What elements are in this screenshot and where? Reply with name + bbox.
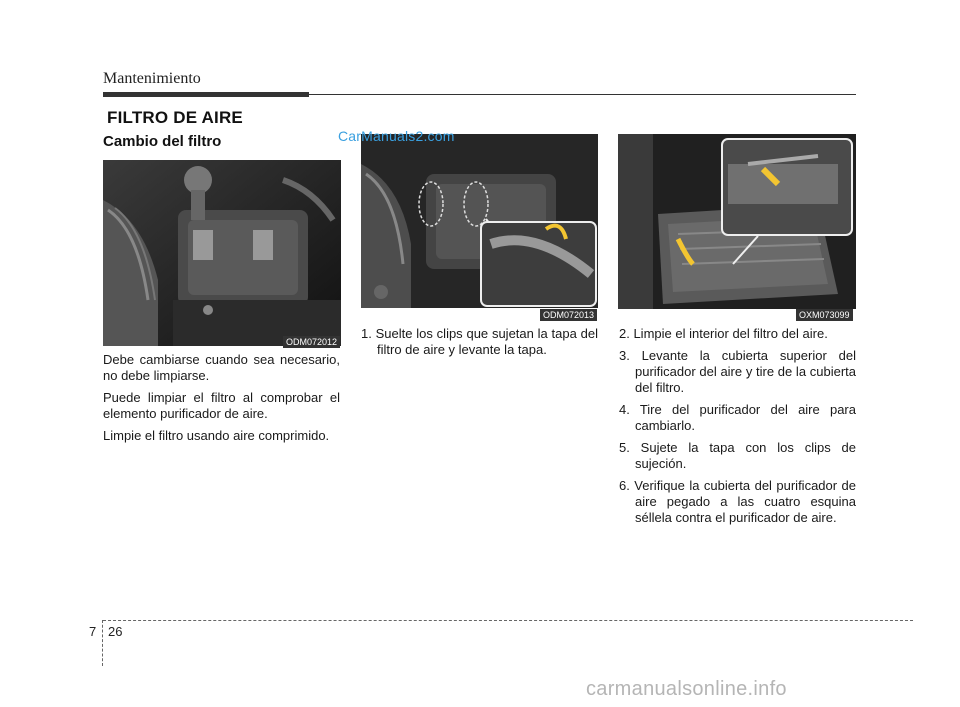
watermark-top: CarManuals2.com [338,128,455,144]
footer-divider [102,620,103,666]
watermark-bottom: carmanualsonline.info [586,678,787,700]
paragraph: Limpie el filtro usando aire comprimido. [103,428,330,443]
page-number: 26 [108,624,123,639]
figure-label: OXM073099 [796,309,853,321]
figure-label: ODM072012 [283,336,340,348]
step-item: 1. Suelte los clips que sujetan la tapa del filtro de aire y levante la tapa. [361,326,598,357]
step-item: 5. Sujete la tapa con los clips de sujeción. [619,440,856,471]
step-item: 2. Limpie el interior del filtro del aire. [619,326,828,341]
figure-label: ODM072013 [540,309,597,321]
engine-photo-filter-removal [618,134,856,309]
page-title: FILTRO DE AIRE [107,108,243,127]
column-2-text [361,326,598,364]
step-item: 6. Verifique la cubierta del purificador de aire pegado a las cuatro esquina séllela contra el purificador de aire. [619,478,856,525]
step-item: 3. Levante la cubierta superior del purificador del aire y tire de la cubierta del filtro. [619,348,856,395]
step-item: 4. Tire del purificador del aire para cambiarlo. [619,402,856,433]
paragraph: Debe cambiarse cuando sea necesario, no debe limpiarse. [103,352,340,383]
header-bar [103,92,309,97]
section-subtitle: Cambio del filtro [103,133,222,150]
column-3-text [619,326,856,532]
column-1-text [103,352,340,450]
header-rule [309,94,856,95]
engine-photo-clips [361,134,598,308]
paragraph: Puede limpiar el filtro al comprobar el elemento purificador de aire. [103,390,340,421]
section-label: Mantenimiento [103,70,201,87]
footer-rule [103,620,913,621]
engine-photo-filter-housing [103,160,341,346]
chapter-number: 7 [89,624,97,639]
